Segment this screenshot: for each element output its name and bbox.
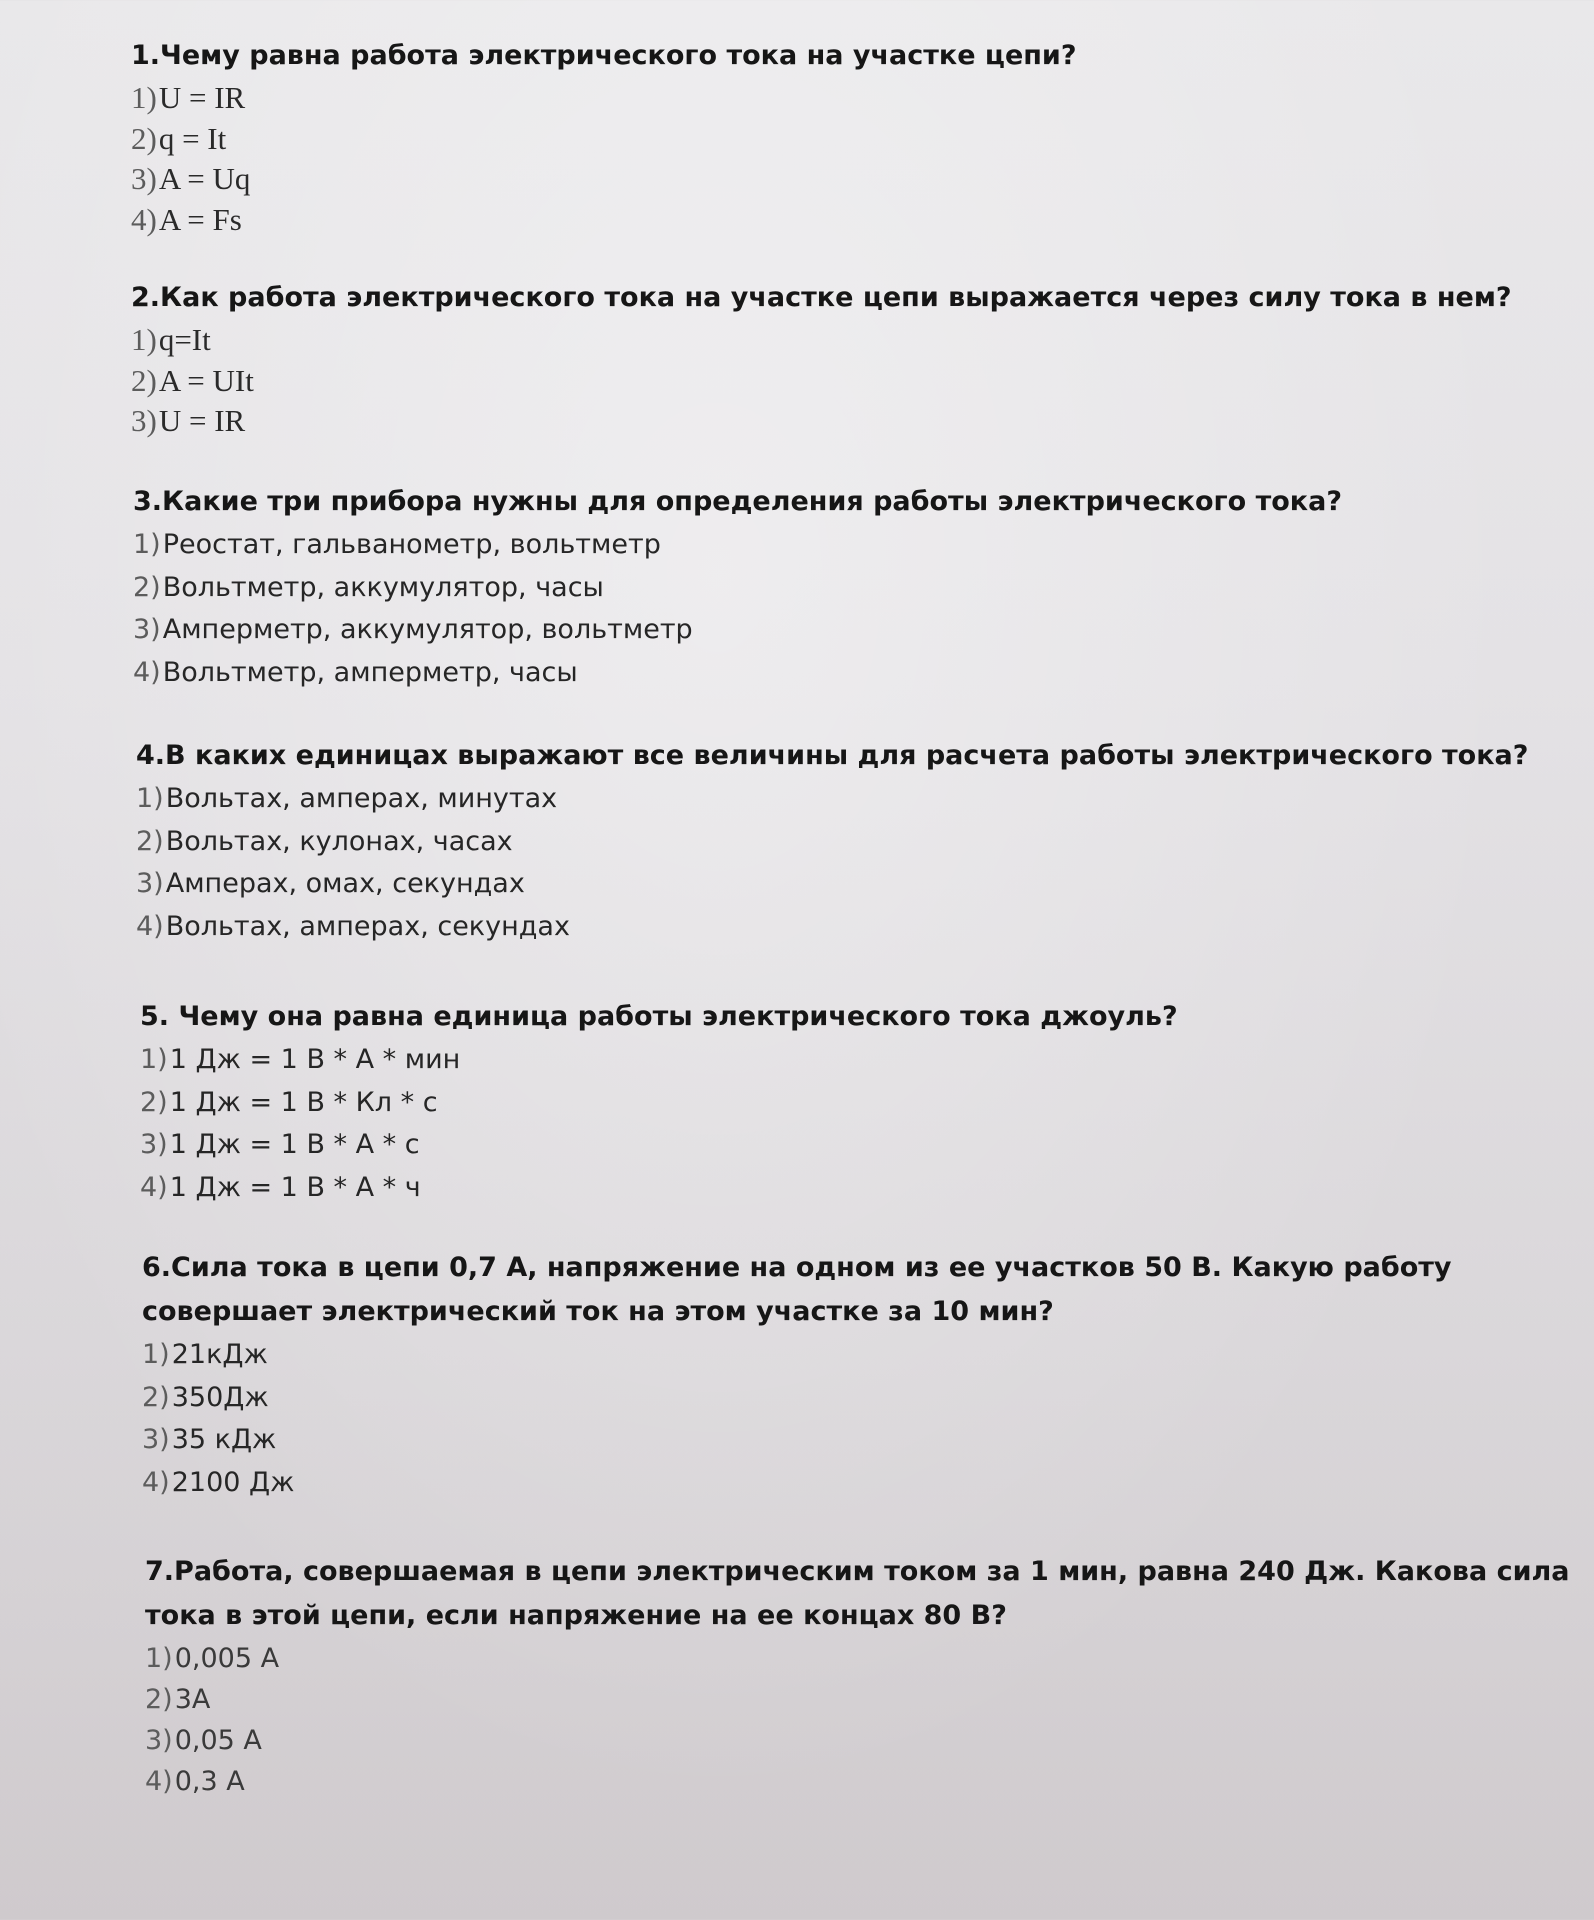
question-text: 4.В каких единицах выражают все величины для расчета работы электрического тока? xyxy=(136,740,1529,771)
option-text: 2100 Дж xyxy=(171,1466,295,1498)
option-text: 0,05 А xyxy=(174,1725,262,1756)
answer-option xyxy=(140,1167,1594,1210)
question-text: 3.Какие три прибора нужны для определения работы электрического тока? xyxy=(133,486,1343,517)
question-text: 2.Как работа электрического тока на участке цепи выражается через силу тока в нем? xyxy=(131,282,1512,313)
answer-option xyxy=(131,361,1591,402)
answer-option xyxy=(131,401,1591,442)
option-text: Вольтах, амперах, секундах xyxy=(165,910,570,942)
option-number: 3) xyxy=(140,1129,168,1160)
option-text: A = Fs xyxy=(158,201,242,237)
option-number: 3) xyxy=(131,161,157,196)
option-text: 1 Дж = 1 В * А * с xyxy=(169,1129,420,1160)
option-number: 1) xyxy=(136,783,164,814)
answer-option xyxy=(136,906,1594,949)
option-text: 0,3 А xyxy=(174,1766,245,1797)
option-text: Вольтметр, аккумулятор, часы xyxy=(162,571,604,603)
answer-option xyxy=(131,159,1591,200)
answer-options xyxy=(140,1039,1594,1209)
option-text: 0,005 А xyxy=(174,1643,280,1674)
answer-option xyxy=(131,320,1591,361)
option-text: 1 Дж = 1 В * А * мин xyxy=(169,1044,461,1075)
question-text: 1.Чему равна работа электрического тока на участке цепи? xyxy=(131,40,1077,71)
answer-options xyxy=(133,524,1593,694)
answer-option xyxy=(145,1638,1594,1679)
option-number: 4) xyxy=(145,1766,173,1797)
option-number: 1) xyxy=(131,80,157,115)
option-text: 350Дж xyxy=(171,1381,269,1413)
answer-options xyxy=(131,78,1591,240)
answer-option xyxy=(131,200,1591,241)
option-text: Вольтметр, амперметр, часы xyxy=(162,656,578,688)
option-number: 3) xyxy=(142,1424,170,1455)
option-number: 1) xyxy=(131,322,157,357)
option-number: 1) xyxy=(140,1044,168,1075)
option-number: 4) xyxy=(133,656,161,688)
answer-option xyxy=(142,1419,1594,1462)
option-number: 1) xyxy=(145,1643,173,1674)
option-text: Вольтах, амперах, минутах xyxy=(165,783,558,814)
option-text: Амперметр, аккумулятор, вольтметр xyxy=(162,614,693,645)
option-text: Амперах, омах, секундах xyxy=(165,868,525,899)
option-text: U = IR xyxy=(158,403,246,438)
answer-option xyxy=(136,778,1594,821)
option-number: 3) xyxy=(145,1725,173,1756)
answer-options xyxy=(142,1334,1594,1504)
answer-options xyxy=(131,320,1591,442)
question-4 xyxy=(136,734,1594,948)
option-number: 4) xyxy=(142,1466,170,1498)
option-text: Реостат, гальванометр, вольтметр xyxy=(162,529,661,560)
option-number: 2) xyxy=(133,571,161,603)
option-text: A = UIt xyxy=(158,362,254,398)
question-text: 7.Работа, совершаемая в цепи электрическим током за 1 мин, равна 240 Дж. Какова сила тока в этой цепи, если напряжение на ее концах 80 В? xyxy=(145,1556,1570,1631)
answer-option xyxy=(136,863,1594,906)
answer-option xyxy=(140,1082,1594,1125)
option-text: Вольтах, кулонах, часах xyxy=(165,825,513,857)
option-number: 2) xyxy=(142,1381,170,1413)
question-5 xyxy=(140,995,1594,1209)
answer-option xyxy=(145,1761,1594,1802)
option-number: 3) xyxy=(131,403,157,438)
option-number: 2) xyxy=(140,1086,168,1118)
option-text: 21кДж xyxy=(171,1339,268,1370)
answer-option xyxy=(136,821,1594,864)
answer-option xyxy=(145,1720,1594,1761)
answer-options xyxy=(145,1638,1594,1802)
question-text: 6.Сила тока в цепи 0,7 А, напряжение на одном из ее участков 50 В. Какую работу совершает электрический ток на этом участке за 10 мин? xyxy=(142,1252,1452,1327)
option-text: 1 Дж = 1 В * А * ч xyxy=(169,1171,421,1203)
question-3 xyxy=(133,480,1593,694)
question-1 xyxy=(131,34,1591,240)
answer-option xyxy=(133,567,1593,610)
option-text: A = Uq xyxy=(158,161,251,196)
option-number: 3) xyxy=(133,614,161,645)
option-number: 3) xyxy=(136,868,164,899)
answer-options xyxy=(136,778,1594,948)
option-text: 3А xyxy=(174,1684,211,1715)
option-number: 4) xyxy=(131,201,157,237)
option-text: q=It xyxy=(158,322,211,357)
answer-option xyxy=(131,119,1591,160)
answer-option xyxy=(140,1039,1594,1082)
question-2 xyxy=(131,276,1591,442)
answer-option xyxy=(133,609,1593,652)
option-text: 1 Дж = 1 В * Кл * с xyxy=(169,1086,438,1118)
option-text: 35 кДж xyxy=(171,1424,277,1455)
option-number: 2) xyxy=(145,1684,173,1715)
option-text: U = IR xyxy=(158,80,246,115)
option-number: 1) xyxy=(133,529,161,560)
answer-option xyxy=(142,1462,1594,1505)
answer-option xyxy=(133,524,1593,567)
answer-option xyxy=(133,652,1593,695)
option-number: 2) xyxy=(136,825,164,857)
option-number: 4) xyxy=(136,910,164,942)
question-text: 5. Чему она равна единица работы электрического тока джоуль? xyxy=(140,1001,1178,1032)
question-6 xyxy=(142,1246,1594,1504)
option-text: q = It xyxy=(158,120,227,156)
option-number: 2) xyxy=(131,362,157,398)
question-7 xyxy=(145,1550,1594,1802)
option-number: 1) xyxy=(142,1339,170,1370)
answer-option xyxy=(142,1377,1594,1420)
answer-option xyxy=(145,1679,1594,1720)
answer-option xyxy=(140,1124,1594,1167)
answer-option xyxy=(142,1334,1594,1377)
option-number: 2) xyxy=(131,120,157,156)
option-number: 4) xyxy=(140,1171,168,1203)
answer-option xyxy=(131,78,1591,119)
